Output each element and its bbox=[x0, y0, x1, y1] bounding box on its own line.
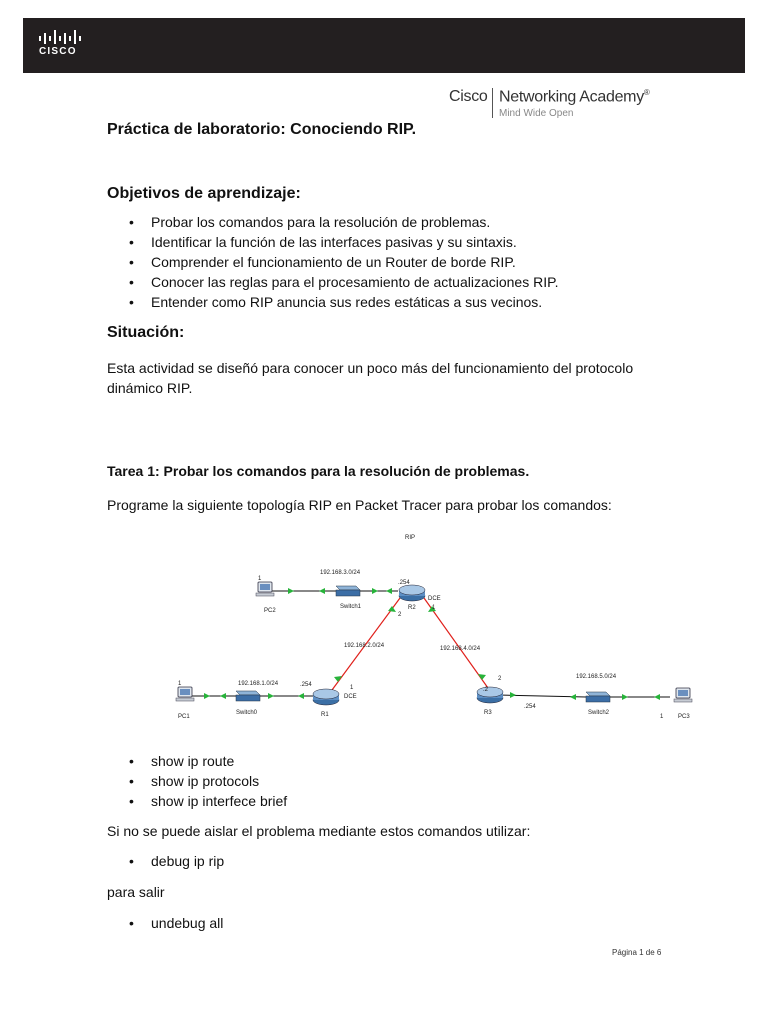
objectives-list bbox=[107, 212, 559, 312]
link-light bbox=[654, 694, 660, 700]
device-label: R1 bbox=[321, 712, 329, 718]
interface-label: 1 bbox=[350, 685, 354, 691]
interface-label: .254 bbox=[300, 682, 312, 688]
link-light bbox=[204, 693, 210, 699]
link-light bbox=[510, 692, 516, 698]
interface-label: DCE bbox=[428, 596, 441, 602]
commands-list bbox=[107, 751, 287, 811]
list-item: • show ip route bbox=[107, 751, 287, 771]
device-label: PC1 bbox=[178, 714, 190, 720]
switch2-icon bbox=[586, 692, 610, 702]
cisco-logo bbox=[37, 30, 97, 62]
device-label: Switch1 bbox=[340, 604, 362, 610]
link-light bbox=[220, 693, 226, 699]
page-number: Página 1 de 6 bbox=[612, 948, 662, 957]
interface-label: 2 bbox=[498, 676, 502, 682]
list-item: • Identificar la función de las interfaces pasivas y su sintaxis. bbox=[107, 232, 559, 252]
situation-heading: Situación: bbox=[107, 324, 185, 341]
device-label: PC2 bbox=[264, 608, 276, 614]
list-item: • show ip protocols bbox=[107, 771, 287, 791]
list-item: • Entender como RIP anuncia sus redes estáticas a sus vecinos. bbox=[107, 292, 559, 312]
header-bar bbox=[23, 18, 745, 73]
networking-academy-logo bbox=[449, 86, 669, 126]
situation-text: Esta actividad se diseñó para conocer un poco más del funcionamiento del protocolo dinámico RIP. bbox=[107, 360, 634, 396]
interface-label: 2 bbox=[398, 612, 402, 618]
task1-intro: Programe la siguiente topología RIP en Packet Tracer para probar los comandos: bbox=[107, 497, 612, 513]
network-label: 192.168.5.0/24 bbox=[576, 674, 617, 680]
list-item: • Comprender el funcionamiento de un Router de borde RIP. bbox=[107, 252, 559, 272]
pc1-computer-icon bbox=[176, 687, 194, 701]
interface-label: .254 bbox=[398, 580, 410, 586]
debug-intro: Si no se puede aislar el problema mediante estos comandos utilizar: bbox=[107, 823, 531, 839]
cisco-bars-icon bbox=[37, 30, 87, 44]
pc2-computer-icon bbox=[256, 582, 274, 596]
list-item: • undebug all bbox=[107, 913, 223, 933]
interface-label: 1 bbox=[258, 576, 262, 582]
exit-text: para salir bbox=[107, 884, 165, 900]
device-label: R2 bbox=[408, 605, 416, 611]
switch0-icon bbox=[236, 691, 260, 701]
link-light bbox=[372, 588, 378, 594]
rip-topology-diagram bbox=[160, 528, 700, 728]
interface-label: 1 bbox=[178, 681, 182, 687]
cisco-logo-text: CISCO bbox=[39, 46, 77, 57]
device-label: R3 bbox=[484, 710, 492, 716]
network-label: 192.168.2.0/24 bbox=[344, 643, 385, 649]
objectives-heading: Objetivos de aprendizaje: bbox=[107, 185, 301, 202]
interface-label: .2 bbox=[483, 687, 489, 693]
academy-tagline: Mind Wide Open bbox=[499, 108, 574, 119]
device-label: PC3 bbox=[678, 714, 690, 720]
link-light bbox=[268, 693, 274, 699]
link-light bbox=[298, 693, 304, 699]
r1-router-icon bbox=[313, 689, 339, 705]
network-label: 192.168.3.0/24 bbox=[320, 570, 361, 576]
list-item: • Conocer las reglas para el procesamiento de actualizaciones RIP. bbox=[107, 272, 559, 292]
exit-commands-list bbox=[107, 913, 223, 933]
network-label: 192.168.1.0/24 bbox=[238, 681, 279, 687]
network-label: 192.168.4.0/24 bbox=[440, 646, 481, 652]
r3-router-icon bbox=[477, 687, 503, 703]
page-title: Práctica de laboratorio: Conociendo RIP. bbox=[107, 121, 417, 138]
list-item: • show ip interfece brief bbox=[107, 791, 287, 811]
link-light bbox=[570, 694, 576, 700]
link-light bbox=[386, 588, 392, 594]
link-light bbox=[319, 588, 325, 594]
pc3-computer-icon bbox=[674, 688, 692, 702]
r2-router-icon bbox=[399, 585, 425, 601]
switch1-icon bbox=[336, 586, 360, 596]
list-item: • Probar los comandos para la resolución de problemas. bbox=[107, 212, 559, 232]
link-light bbox=[478, 674, 486, 680]
academy-name: Networking Academy® bbox=[499, 88, 650, 106]
link-light bbox=[388, 606, 396, 612]
debug-commands-list bbox=[107, 851, 224, 871]
link-light bbox=[622, 694, 628, 700]
task1-heading: Tarea 1: Probar los comandos para la resolución de problemas. bbox=[107, 463, 530, 479]
academy-brand: Cisco bbox=[449, 88, 488, 105]
list-item: • debug ip rip bbox=[107, 851, 224, 871]
device-label: Switch2 bbox=[588, 710, 610, 716]
link-light bbox=[288, 588, 294, 594]
interface-label: 1 bbox=[432, 605, 436, 611]
academy-divider bbox=[492, 88, 493, 118]
device-label: Switch0 bbox=[236, 710, 258, 716]
interface-label: 1 bbox=[660, 714, 664, 720]
interface-label: DCE bbox=[344, 694, 357, 700]
topology-title: RIP bbox=[405, 535, 416, 541]
interface-label: .254 bbox=[524, 704, 536, 710]
